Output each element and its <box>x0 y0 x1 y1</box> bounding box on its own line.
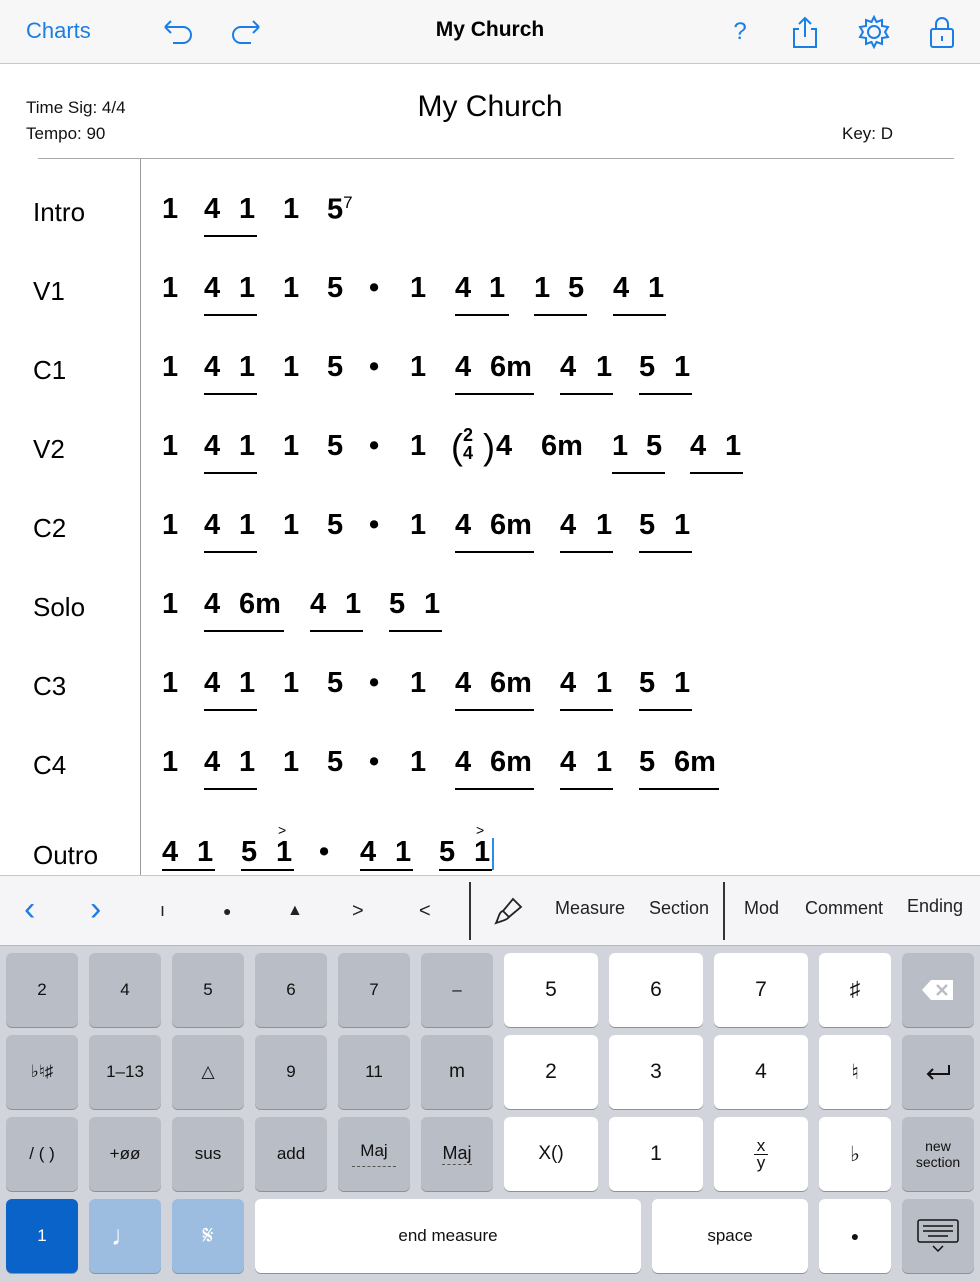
time-sig-top: 2 <box>463 425 474 445</box>
chord[interactable]: 1 <box>162 430 179 462</box>
chord[interactable]: 6m <box>490 667 532 699</box>
section-label: section <box>915 1154 961 1170</box>
brush-button[interactable] <box>493 895 525 932</box>
key-maj-below[interactable] <box>421 1117 493 1191</box>
split-bar-underline <box>310 630 363 632</box>
chord[interactable]: 4 <box>455 509 472 541</box>
key-number-2[interactable]: 2 <box>504 1035 598 1109</box>
chord[interactable]: 4 <box>162 836 179 868</box>
split-bar-underline <box>455 551 534 553</box>
chord[interactable]: 1 <box>283 509 300 541</box>
split-bar-underline <box>455 314 509 316</box>
split-bar-underline <box>204 235 257 237</box>
end-measure-key[interactable]: end measure <box>255 1199 641 1273</box>
key-number-5[interactable]: 5 <box>504 953 598 1027</box>
split-bar-underline <box>639 393 692 395</box>
key-11[interactable]: 11 <box>338 1035 410 1109</box>
split-bar-underline <box>455 393 534 395</box>
chord[interactable]: 4 <box>455 746 472 778</box>
chord[interactable]: 1 <box>674 667 691 699</box>
chord[interactable]: 4 <box>455 351 472 383</box>
toolbar-separator <box>723 882 725 940</box>
delete-key[interactable] <box>902 953 974 1027</box>
key-sus[interactable]: sus <box>172 1117 244 1191</box>
section-label-c4[interactable]: C4 <box>33 750 67 780</box>
accent-mark: > <box>476 822 485 838</box>
key-number-7[interactable]: 7 <box>714 953 808 1027</box>
previous-button[interactable]: ‹ <box>24 890 36 928</box>
key-slash-chord[interactable] <box>714 1117 808 1191</box>
split-bar-underline <box>204 314 257 316</box>
chord[interactable]: 4 <box>455 272 472 304</box>
chord[interactable]: 1 <box>276 836 293 868</box>
split-bar-underline <box>639 788 719 790</box>
maj-label: Maj <box>442 1143 472 1163</box>
tempo: Tempo: 90 <box>26 124 106 143</box>
key-signature: Key: D <box>842 124 894 143</box>
key-5[interactable]: 5 <box>172 953 244 1027</box>
key-9[interactable]: 9 <box>255 1035 327 1109</box>
fraction-top: x <box>756 1135 766 1155</box>
chord-root: 5 <box>327 193 344 226</box>
measure-button[interactable]: Measure <box>555 898 626 918</box>
key-number-4[interactable]: 4 <box>714 1035 808 1109</box>
chord[interactable]: 5 <box>439 836 456 868</box>
chord[interactable]: 4 <box>204 509 221 541</box>
time-change-paren-open: ( <box>451 426 463 467</box>
split-bar-underline <box>690 472 743 474</box>
chord[interactable]: 1 <box>283 351 300 383</box>
chord[interactable]: 1 <box>239 746 256 778</box>
section-column-divider <box>140 159 141 875</box>
chord[interactable]: 1 <box>239 193 256 225</box>
gear-icon <box>856 14 892 50</box>
chord[interactable]: 5 <box>639 351 656 383</box>
space-key[interactable]: space <box>652 1199 808 1273</box>
split-bar-underline <box>455 709 534 711</box>
key-natural[interactable]: ♮ <box>819 1035 891 1109</box>
text-cursor <box>492 838 494 870</box>
chord[interactable]: 1 <box>283 430 300 462</box>
split-bar-underline <box>639 709 692 711</box>
lock-icon <box>928 14 956 50</box>
key-dash[interactable]: – <box>421 953 493 1027</box>
share-button[interactable] <box>785 12 825 52</box>
section-label-c1[interactable]: C1 <box>33 355 67 385</box>
key-4[interactable]: 4 <box>89 953 161 1027</box>
chord[interactable]: 5 <box>639 509 656 541</box>
line-break-dot: • <box>369 509 380 541</box>
line-break-dot: • <box>369 430 380 462</box>
fraction-bottom: y <box>756 1152 766 1172</box>
chord-extension: 7 <box>343 193 353 212</box>
key-accidentals[interactable]: ♭♮♯ <box>6 1035 78 1109</box>
chord[interactable]: 1 <box>162 272 179 304</box>
chord[interactable]: 6m <box>490 509 532 541</box>
chord[interactable]: 4 <box>204 193 221 225</box>
split-bar-underline <box>639 551 692 553</box>
chord[interactable]: 4 <box>204 746 221 778</box>
split-bar-underline <box>389 630 442 632</box>
chord[interactable]: 6m <box>674 746 716 778</box>
accent-button[interactable]: > <box>352 900 364 922</box>
chord[interactable]: 1 <box>410 351 427 383</box>
section-label-outro[interactable]: Outro <box>33 840 99 870</box>
chord[interactable]: 5 <box>327 272 344 304</box>
key-mode-chords[interactable]: 1 <box>6 1199 78 1273</box>
dot-button[interactable]: ● <box>223 903 232 919</box>
key-add[interactable]: add <box>255 1117 327 1191</box>
chord[interactable]: 5 <box>327 351 344 383</box>
maj-placeholder-line <box>352 1161 396 1167</box>
split-bar-underline <box>439 869 492 871</box>
barline-button[interactable]: ı <box>160 900 166 920</box>
split-bar-underline <box>204 630 284 632</box>
chord[interactable]: 4 <box>455 667 472 699</box>
maj-label: Maj <box>360 1141 388 1160</box>
dismiss-keyboard-key[interactable] <box>902 1199 974 1273</box>
split-bar-underline <box>613 314 666 316</box>
fraction-stack <box>754 1135 768 1172</box>
key-sharp[interactable]: ♯ <box>819 953 891 1027</box>
chord[interactable]: 1 <box>162 746 179 778</box>
chord[interactable]: 4 <box>204 351 221 383</box>
chord[interactable]: 1 <box>596 746 613 778</box>
keyboard-dismiss-icon <box>916 1218 960 1254</box>
split-bar-underline <box>204 551 257 553</box>
split-bar-underline <box>204 472 257 474</box>
charts-back-button[interactable]: Charts <box>26 18 91 43</box>
section-label-v2[interactable]: V2 <box>33 434 65 464</box>
new-section-stack <box>916 1138 960 1170</box>
section-label-solo[interactable]: Solo <box>33 592 86 622</box>
push-button[interactable]: < <box>419 900 431 922</box>
key-1-13[interactable]: 1–13 <box>89 1035 161 1109</box>
chord[interactable]: 4 <box>360 836 377 868</box>
brush-icon <box>493 895 525 927</box>
chord[interactable]: 4 <box>690 430 707 462</box>
chord-keyboard <box>0 946 980 1281</box>
chord[interactable]: 4 <box>310 588 327 620</box>
key-number-1[interactable]: 1 <box>609 1117 703 1191</box>
chord[interactable]: 5 <box>639 667 656 699</box>
chord[interactable]: 1 <box>674 509 691 541</box>
split-bar-underline <box>560 788 613 790</box>
chord[interactable]: 1 <box>283 667 300 699</box>
chord[interactable]: 1 <box>197 836 214 868</box>
key-7[interactable]: 7 <box>338 953 410 1027</box>
line-break-dot: • <box>369 351 380 383</box>
new-section-key[interactable] <box>902 1117 974 1191</box>
split-bar-underline <box>204 393 257 395</box>
nav-bar <box>0 0 980 64</box>
chord[interactable]: 5 <box>327 667 344 699</box>
key-mode-rhythm[interactable]: ♩ <box>89 1199 161 1273</box>
chord[interactable]: 1 <box>596 509 613 541</box>
chord[interactable]: 1 <box>239 351 256 383</box>
key-slash-paren[interactable]: / ( ) <box>6 1117 78 1191</box>
chord[interactable]: 4 <box>560 667 577 699</box>
chord[interactable]: 4 <box>204 430 221 462</box>
accent-mark: > <box>278 822 287 838</box>
section-button[interactable]: Section <box>649 898 710 918</box>
chord[interactable]: 1 <box>283 746 300 778</box>
chord[interactable]: 1 <box>612 430 629 462</box>
key-minor[interactable]: m <box>421 1035 493 1109</box>
section-label-v1[interactable]: V1 <box>33 276 65 306</box>
split-bar-underline <box>204 709 257 711</box>
chord[interactable]: 1 <box>410 667 427 699</box>
chord[interactable]: 5 <box>389 588 406 620</box>
chord[interactable]: 5 <box>639 746 656 778</box>
comment-button[interactable]: Comment <box>805 898 884 918</box>
key-2[interactable]: 2 <box>6 953 78 1027</box>
chord[interactable]: 1 <box>162 193 179 225</box>
chord[interactable]: 4 <box>560 509 577 541</box>
chord[interactable]: 4 <box>496 430 513 462</box>
chord[interactable]: 1 <box>283 272 300 304</box>
chord[interactable]: 1 <box>534 272 551 304</box>
next-button[interactable]: › <box>90 890 102 928</box>
split-bar-underline <box>560 709 613 711</box>
split-bar-underline <box>560 393 613 395</box>
key-triangle[interactable]: △ <box>172 1035 244 1109</box>
return-icon <box>923 1062 953 1082</box>
split-bar-underline <box>162 869 215 871</box>
section-label-c2[interactable]: C2 <box>33 513 67 543</box>
chord[interactable]: 1 <box>410 746 427 778</box>
chord[interactable]: 1 <box>648 272 665 304</box>
help-button[interactable]: ? <box>733 18 747 45</box>
line-break-dot: • <box>369 667 380 699</box>
chord[interactable]: 6m <box>490 351 532 383</box>
chord[interactable]: 1 <box>596 351 613 383</box>
chart-title[interactable]: My Church <box>417 90 563 123</box>
backspace-icon <box>921 978 955 1002</box>
chord[interactable]: 1 <box>162 509 179 541</box>
chord[interactable]: 1 <box>239 509 256 541</box>
chord[interactable]: 1 <box>410 509 427 541</box>
line-break-dot: • <box>369 746 380 778</box>
chord[interactable]: 5 <box>327 746 344 778</box>
chord[interactable]: 4 <box>613 272 630 304</box>
chord[interactable]: 4 <box>560 746 577 778</box>
chord[interactable]: 6m <box>490 746 532 778</box>
chord[interactable]: 6m <box>239 588 281 620</box>
key-flat[interactable]: ♭ <box>819 1117 891 1191</box>
chord[interactable]: 4 <box>204 588 221 620</box>
split-bar-underline <box>612 472 665 474</box>
chord[interactable]: 6m <box>541 430 583 462</box>
chord[interactable]: 1 <box>162 588 179 620</box>
mod-button[interactable]: Mod <box>744 898 780 918</box>
chord[interactable]: 1 <box>410 272 427 304</box>
settings-button[interactable] <box>854 12 894 52</box>
chord[interactable]: 1 <box>725 430 742 462</box>
section-label-c3[interactable]: C3 <box>33 671 67 701</box>
split-bar-underline <box>560 551 613 553</box>
chord[interactable]: 1 <box>410 430 427 462</box>
line-break-dot: • <box>369 272 380 304</box>
key-aug-dim[interactable]: +øø <box>89 1117 161 1191</box>
key-maj-above[interactable] <box>338 1117 410 1191</box>
section-label-intro[interactable]: Intro <box>33 197 86 227</box>
chord[interactable]: 1 <box>345 588 362 620</box>
chord[interactable]: 1 <box>489 272 506 304</box>
chord[interactable]: 5 <box>327 430 344 462</box>
chord[interactable]: 1 <box>162 667 179 699</box>
chord[interactable]: 1 <box>283 193 300 225</box>
chord[interactable]: 1 <box>596 667 613 699</box>
time-signature: Time Sig: 4/4 <box>26 98 126 117</box>
chord[interactable] <box>327 193 353 227</box>
line-break-dot: • <box>319 836 330 868</box>
chord[interactable]: 1 <box>474 836 491 868</box>
toolbar-separator <box>469 882 471 940</box>
header-divider <box>38 158 954 159</box>
key-number-3[interactable]: 3 <box>609 1035 703 1109</box>
key-dot[interactable]: ● <box>819 1199 891 1273</box>
new-label: new <box>925 1138 951 1154</box>
chord[interactable]: 1 <box>674 351 691 383</box>
split-bar-underline <box>204 788 257 790</box>
share-icon <box>790 15 820 49</box>
split-bar-underline <box>360 869 413 871</box>
split-bar-underline <box>455 788 534 790</box>
lock-button[interactable] <box>922 12 962 52</box>
ending-button[interactable]: Ending <box>907 896 964 916</box>
key-mode-symbols[interactable]: 𝄋 <box>172 1199 244 1273</box>
chord[interactable]: 1 <box>239 667 256 699</box>
return-key[interactable] <box>902 1035 974 1109</box>
maj-above-stack <box>352 1141 396 1167</box>
chord[interactable]: 5 <box>646 430 663 462</box>
chord[interactable]: 1 <box>239 430 256 462</box>
chord[interactable]: 1 <box>162 351 179 383</box>
split-bar-underline <box>241 869 294 871</box>
chord[interactable]: 4 <box>560 351 577 383</box>
split-bar-underline <box>534 314 587 316</box>
chord[interactable]: 4 <box>204 667 221 699</box>
chord[interactable]: 4 <box>204 272 221 304</box>
chord[interactable]: 5 <box>327 509 344 541</box>
key-6[interactable]: 6 <box>255 953 327 1027</box>
key-number-6[interactable]: 6 <box>609 953 703 1027</box>
chord[interactable]: 1 <box>239 272 256 304</box>
nav-title: My Church <box>435 18 545 41</box>
time-sig-bottom: 4 <box>463 443 474 463</box>
key-repeat-x[interactable]: X() <box>504 1117 598 1191</box>
fermata-button[interactable]: ▲ <box>287 902 303 919</box>
chord[interactable]: 5 <box>568 272 585 304</box>
time-change-paren-close: ) <box>483 426 495 467</box>
chord[interactable]: 1 <box>424 588 441 620</box>
time-change-fraction[interactable] <box>463 426 473 462</box>
chord[interactable]: 1 <box>395 836 412 868</box>
chord[interactable]: 5 <box>241 836 258 868</box>
editor-toolbar <box>0 875 980 946</box>
